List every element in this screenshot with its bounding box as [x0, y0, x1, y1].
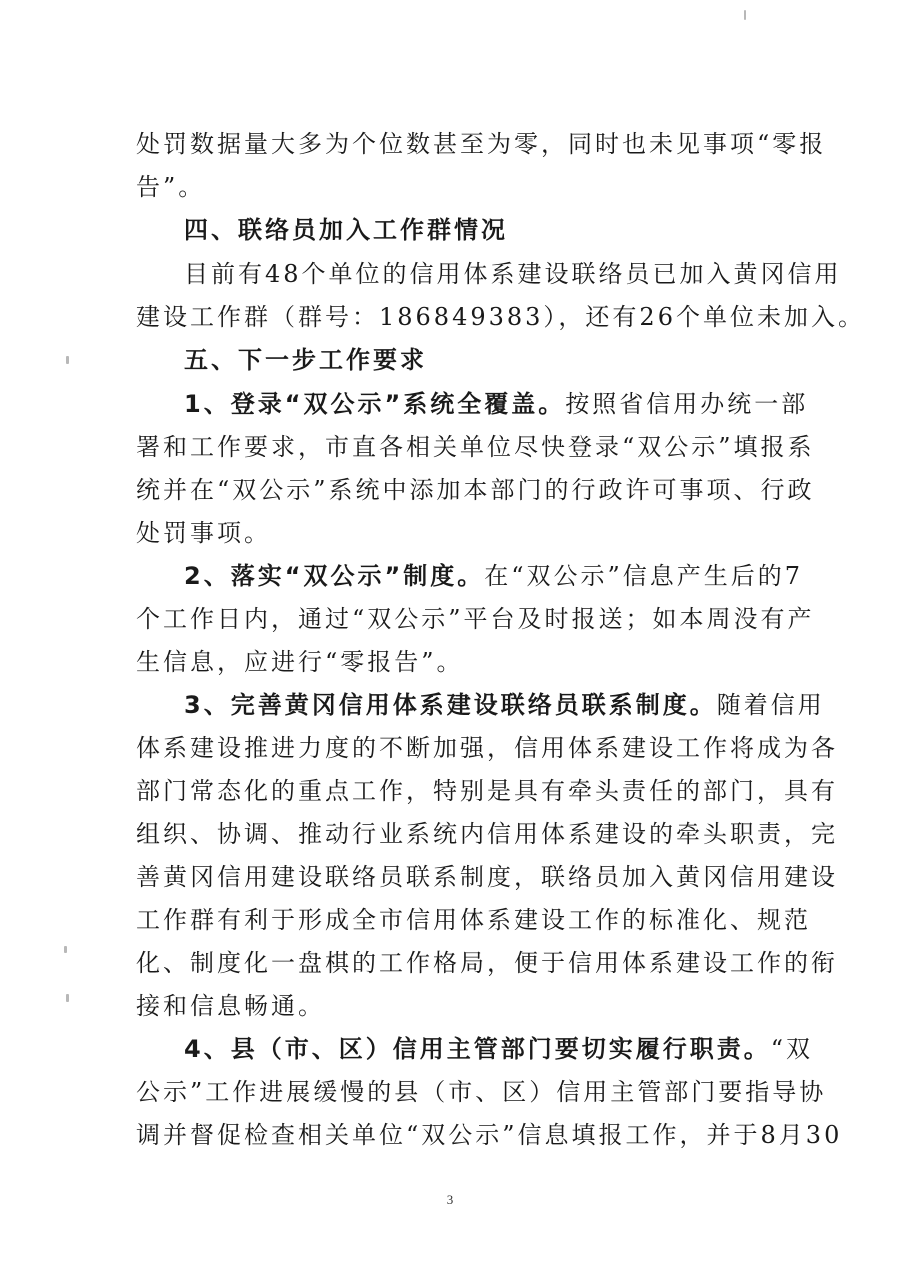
text-line: 统并在“双公示”系统中添加本部门的行政许可事项、行政: [136, 476, 815, 504]
item-title: 2、落实“双公示”制度。: [184, 562, 485, 590]
item-text: 在“双公示”信息产生后的7: [484, 562, 804, 590]
text-line: 目前有48个单位的信用体系建设联络员已加入黄冈信用: [184, 260, 842, 288]
scan-speck: [64, 946, 67, 953]
text-line: 调并督促检查相关单位“双公示”信息填报工作，并于8月30: [136, 1121, 843, 1149]
scan-speck: [744, 10, 746, 20]
page-number: 3: [446, 1192, 454, 1207]
list-item-line: [184, 558, 803, 594]
text-line: 建设工作群（群号：186849383），还有26个单位未加入。: [136, 303, 865, 331]
list-item-line: [184, 1031, 813, 1067]
text-line: 个工作日内，通过“双公示”平台及时报送；如本周没有产: [136, 605, 815, 633]
list-item-line: [184, 386, 808, 422]
text-line: 处罚数据量大多为个位数甚至为零，同时也未见事项“零报: [136, 130, 827, 158]
text-line: 工作群有利于形成全市信用体系建设工作的标准化、规范: [136, 906, 811, 934]
item-title: 1、登录“双公示”系统全覆盖。: [184, 390, 566, 418]
list-item-line: [184, 687, 825, 723]
text-line: 处罚事项。: [136, 519, 271, 547]
text-line: 组织、协调、推动行业系统内信用体系建设的牵头职责，完: [136, 820, 838, 848]
text-line: 告”。: [136, 173, 206, 201]
item-title: 3、完善黄冈信用体系建设联络员联系制度。: [184, 691, 717, 719]
text-line: 善黄冈信用建设联络员联系制度，联络员加入黄冈信用建设: [136, 863, 838, 891]
text-line: 部门常态化的重点工作，特别是具有牵头责任的部门，具有: [136, 777, 838, 805]
text-line: 接和信息畅通。: [136, 992, 325, 1020]
text-line: 体系建设推进力度的不断加强，信用体系建设工作将成为各: [136, 734, 838, 762]
scan-speck: [66, 994, 69, 1002]
text-line: 署和工作要求，市直各相关单位尽快登录“双公示”填报系: [136, 433, 815, 461]
item-title: 4、县（市、区）信用主管部门要切实履行职责。: [184, 1035, 771, 1063]
item-text: 随着信用: [716, 691, 825, 719]
item-text: “双: [770, 1035, 813, 1063]
text-line: 生信息，应进行“零报告”。: [136, 648, 464, 676]
scan-speck: [66, 356, 69, 364]
text-line: 化、制度化一盘棋的工作格局，便于信用体系建设工作的衔: [136, 949, 838, 977]
section-heading: 四、联络员加入工作群情况: [184, 216, 508, 244]
item-text: 按照省信用办统一部: [565, 390, 809, 418]
section-heading: 五、下一步工作要求: [184, 346, 427, 374]
text-line: 公示”工作进展缓慢的县（市、区）信用主管部门要指导协: [136, 1078, 827, 1106]
